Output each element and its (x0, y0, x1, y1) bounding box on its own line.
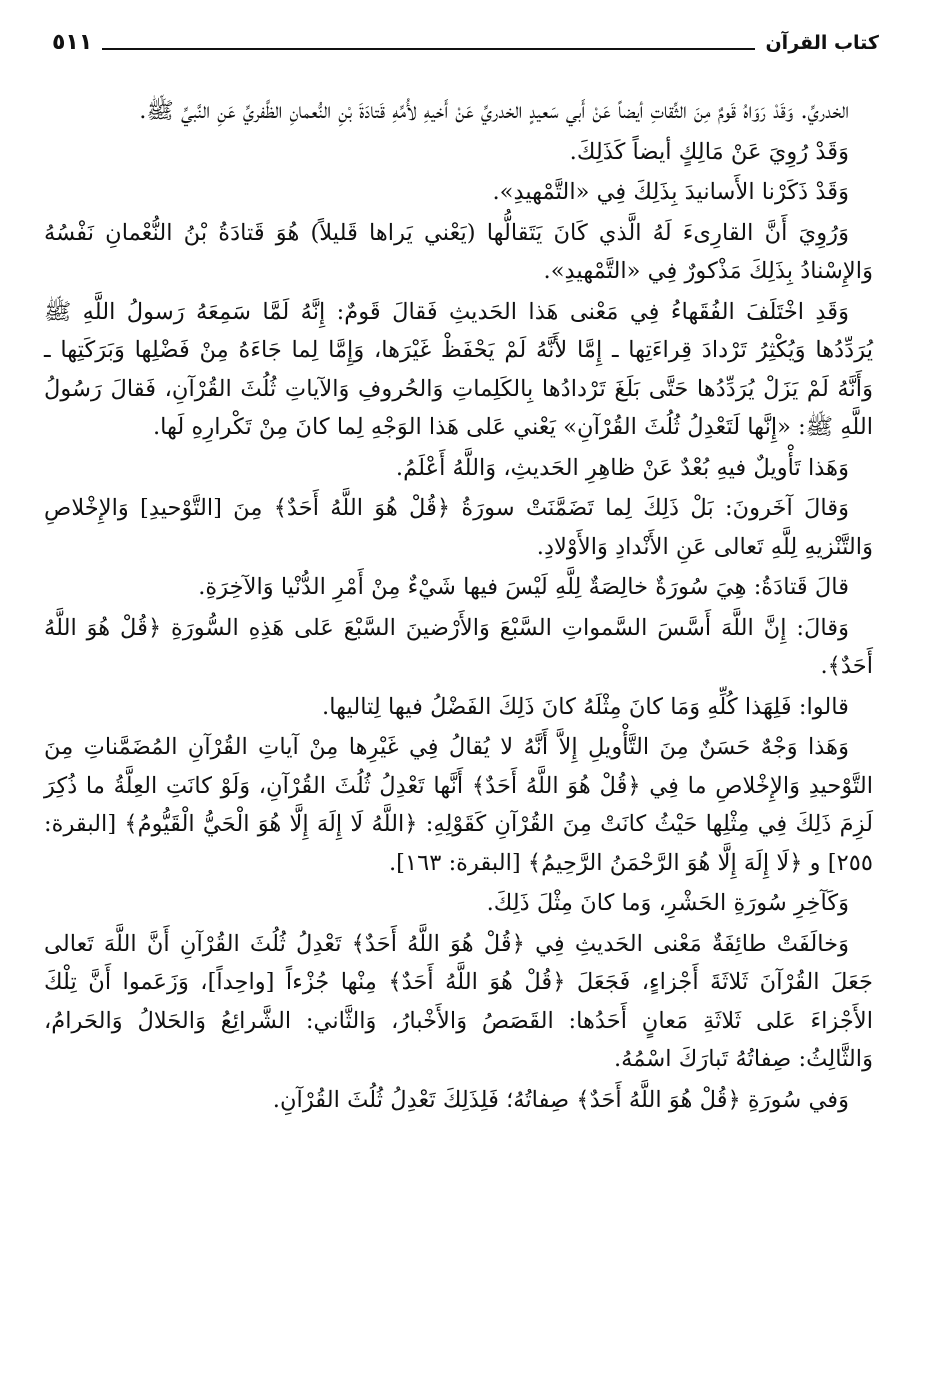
paragraph-1: الخدريِّ. وَقَدْ رَوَاهُ قَومٌ مِنَ الثِّقاتِ أيضاً عَنْ أَبي سَعيدٍ الخدريِّ عَنْ أَخيهِ لأُمِّهِ قَتادَةَ بْنِ النُّعمانِ الظَّفريِّ عَنِ النَّبيِّ ﷺ. (139, 98, 849, 124)
paragraph-5: وَقَدِ اخْتَلَفَ الفُقَهاءُ فِي مَعْنى هَذا الحَديثِ فَقالَ قَومٌ: إِنَّهُ لَمَّا سَمِعَهُ رَسولُ اللَّهِ ﷺ يُرَدِّدُها وَيُكْثِرُ تَرْدادَ قِراءَتِها ـ إِمَّا لأَنَّهُ لَمْ يَحْفَظْ غَيْرَها، وَإِمَّا لِما جَاءَهُ مِنْ فَضْلِها وَبَرَكَتِها ـ وَأَنَّهُ لَمْ يَزَلْ يُرَدِّدُها حَتَّى بَلَغَ تَرْدادُها بِالكَلِماتِ وَالحُروفِ وَالآياتِ ثُلُثَ القُرْآنِ، فَقالَ رَسُولُ اللَّهِ ﷺ: «إِنَّها لَتَعْدِلُ ثُلُثَ القُرْآنِ» يَعْني عَلى هَذا الوَجْهِ لِما كانَ مِنْ تَكْرارِهِ لَها. (44, 298, 873, 440)
paragraph-13: وَخالَفَتْ طائِفَةٌ مَعْنى الحَديثِ فِي ﴿قُلْ هُوَ اللَّهُ أَحَدٌ﴾ تَعْدِلُ ثُلُثَ القُرْآنِ أَنَّ اللَّهَ تَعالى جَعَلَ القُرْآنَ ثَلاثَةَ أَجْزاءٍ، فَجَعَلَ ﴿قُلْ هُوَ اللَّهُ أَحَدٌ﴾ مِنْها جُزْءاً [واحِداً]، وَزَعَموا أَنَّ تِلْكَ الأَجْزاءَ عَلى ثَلاثَةِ مَعانٍ أَحَدُها: القَصَصُ وَالأَخْبارُ، وَالثَّاني: الشَّرائِعُ وَالحَلالُ وَالحَرامُ، وَالثَّالِثُ: صِفاتُهُ تَبارَكَ اسْمُهُ. (44, 930, 873, 1072)
header-rule (102, 48, 755, 50)
book-title: كتاب القرآن (765, 32, 879, 54)
paragraph-9: وَقالَ: إِنَّ اللَّهَ أَسَّسَ السَّمواتِ السَّبْعَ وَالأَرْضينَ السَّبْعَ عَلى هَذِهِ السُّورَةِ ﴿قُلْ هُوَ اللَّهُ أَحَدٌ﴾. (44, 614, 873, 679)
paragraph-11: وَهَذا وَجْهٌ حَسَنٌ مِنَ التَّأْويلِ إِلاَّ أَنَّهُ لا يُقالُ فِي غَيْرِها مِنْ آياتِ القُرْآنِ المُضَمَّناتِ مِنَ التَّوْحيدِ وَالإِخْلاصِ ما فِي ﴿قُلْ هُوَ اللَّهُ أَحَدٌ﴾ أَنَّها تَعْدِلُ ثُلُثَ القُرْآنِ، وَلَوْ كانَتِ العِلَّةُ ما ذُكِرَ لَزِمَ ذَلِكَ فِي مِثْلِها حَيْثُ كانَتْ مِنَ القُرْآنِ كَقَوْلِهِ: ﴿اللَّهُ لَا إِلَهَ إِلَّا هُوَ الْحَيُّ الْقَيُّومُ﴾ [البقرة: ٢٥٥] و ﴿لَا إِلَهَ إِلَّا هُوَ الرَّحْمَنُ الرَّحِيمُ﴾ [البقرة: ١٦٣]. (44, 734, 873, 876)
paragraph-14: وَفي سُورَةِ ﴿قُلْ هُوَ اللَّهُ أَحَدٌ﴾ صِفاتُهُ؛ فَلِذَلِكَ تَعْدِلُ ثُلُثَ القُرْآنِ. (272, 1086, 849, 1113)
paragraph-12: وَكَآخِرِ سُورَةِ الحَشْرِ، وَما كانَ مِثْلَ ذَلِكَ. (486, 890, 849, 916)
paragraph-6: وَهَذا تَأْويلٌ فيهِ بُعْدٌ عَنْ ظاهِرِ الحَديثِ، وَاللَّهُ أَعْلَمُ. (395, 454, 849, 481)
body-text (44, 92, 873, 1121)
page-number: ٥١١ (52, 30, 93, 55)
paragraph-8: قالَ قَتادَةُ: هِيَ سُورَةٌ خالِصَةٌ لِلَّهِ لَيْسَ فيها شَيْءٌ مِنْ أَمْرِ الدُّنْيا وَالآخِرَةِ. (198, 574, 849, 600)
paragraph-10: قالوا: فَلِهَذا كُلِّهِ وَمَا كانَ مِثْلَهُ كانَ ذَلِكَ الفَضْلُ فيها لِتاليها. (322, 693, 849, 720)
paragraph-3: وَقَدْ ذَكَرْنا الأَسانيدَ بِذَلِكَ فِي «التَّمْهيدِ». (492, 179, 849, 205)
running-header (52, 28, 879, 54)
paragraph-4: وَرُوِيَ أَنَّ القارِىءَ لَهُ الَّذي كَانَ يَتَقالُّها (يَعْني يَراها قَليلاً) هُوَ قَتادَةُ بْنُ النُّعْمانِ نَفْسُهُ وَالإِسْنادُ بِذَلِكَ مَذْكورٌ فِي «التَّمْهيدِ». (44, 219, 873, 284)
paragraph-2: وَقَدْ رُوِيَ عَنْ مَالِكٍ أيضاً كَذَلِكَ. (569, 138, 849, 165)
paragraph-7: وَقالَ آخَرونَ: بَلْ ذَلِكَ لِما تَضَمَّنَتْ سورَةُ ﴿قُلْ هُوَ اللَّهُ أَحَدٌ﴾ مِنَ [التَّوْحيدِ] وَالإِخْلاصِ وَالتَّنْزيهِ لِلَّهِ تَعالى عَنِ الأَنْدادِ وَالأَوْلادِ. (44, 495, 873, 560)
